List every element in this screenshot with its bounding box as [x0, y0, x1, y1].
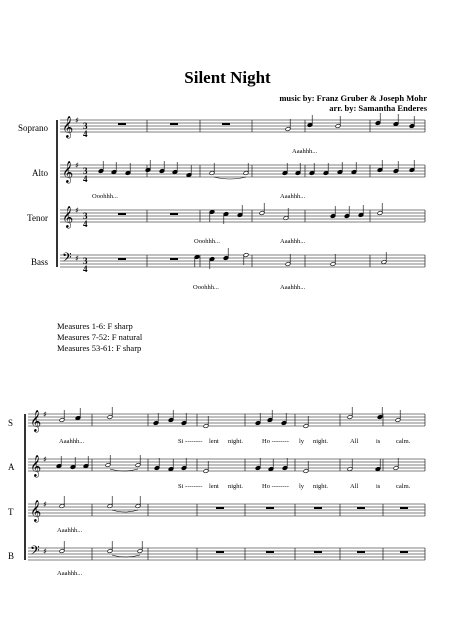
time-sig-bottom: 4	[83, 219, 88, 229]
whole-rest	[118, 123, 126, 125]
part-label-bass: Bass	[30, 257, 48, 267]
whole-rest	[314, 551, 322, 553]
lyric: Ho --------	[262, 483, 289, 490]
lyric: Aaahhh...	[292, 148, 318, 155]
key-signature-sharp: ♯	[75, 254, 79, 263]
lyric: Ooohhh...	[194, 238, 220, 245]
composer-credit: music by: Franz Gruber & Joseph Mohr	[279, 93, 427, 103]
lyric: Aaahhh...	[280, 193, 306, 200]
time-sig-bottom: 4	[83, 174, 88, 184]
part-label-alto: Alto	[31, 168, 48, 178]
whole-rest	[266, 507, 274, 509]
whole-rest	[222, 123, 230, 125]
part-label-soprano: Soprano	[18, 123, 48, 133]
treble-clef: 𝄞	[62, 116, 74, 138]
lyric: All	[350, 438, 359, 445]
lyric: Aaahhh...	[57, 570, 83, 577]
treble-clef: 𝄞	[30, 410, 42, 432]
treble-clef: 𝄞	[62, 161, 74, 183]
key-signature-sharp: ♯	[43, 547, 47, 556]
part-label-tenor: Tenor	[27, 213, 48, 223]
arranger-credit: arr. by: Samantha Enderes	[329, 103, 427, 113]
key-signature-sharp: ♯	[43, 410, 47, 419]
whole-rest	[400, 507, 408, 509]
bass-clef: 𝄢	[62, 250, 72, 268]
lyric: ly	[299, 438, 305, 445]
treble-clef: 𝄞	[30, 455, 42, 477]
time-sig-top: 3	[83, 256, 88, 266]
key-note: Measures 53-61: F sharp	[57, 343, 142, 353]
part-abbrev-soprano: S	[8, 418, 14, 428]
part-abbrev-alto: A	[8, 462, 15, 472]
lyric: Si --------	[178, 483, 203, 490]
whole-rest	[357, 507, 365, 509]
whole-rest	[118, 213, 126, 215]
lyric: Ooohhh...	[92, 193, 118, 200]
whole-rest	[216, 551, 224, 553]
time-sig-bottom: 4	[83, 264, 88, 274]
whole-rest	[357, 551, 365, 553]
key-signature-sharp: ♯	[75, 161, 79, 170]
lyric: Aaahhh...	[57, 527, 83, 534]
lyric: lent	[209, 483, 219, 490]
lyric: night.	[228, 438, 243, 445]
lyric: night.	[313, 438, 328, 445]
lyric: All	[350, 483, 359, 490]
key-signature-sharp: ♯	[75, 206, 79, 215]
key-note: Measures 1-6: F sharp	[57, 321, 133, 331]
time-sig-top: 3	[83, 166, 88, 176]
page-title: Silent Night	[184, 68, 271, 87]
lyric: is	[376, 483, 381, 490]
time-sig-bottom: 4	[83, 129, 88, 139]
part-abbrev-tenor: T	[8, 507, 14, 517]
key-signature-sharp: ♯	[43, 500, 47, 509]
lyric: Si --------	[178, 438, 203, 445]
lyric: night.	[313, 483, 328, 490]
lyric: is	[376, 438, 381, 445]
bass-clef: 𝄢	[30, 543, 40, 561]
lyric: Aaahhh...	[280, 284, 306, 291]
whole-rest	[170, 213, 178, 215]
key-signature-sharp: ♯	[75, 116, 79, 125]
lyric: Aaahhh...	[59, 438, 85, 445]
lyric: Ho --------	[262, 438, 289, 445]
lyric: ly	[299, 483, 305, 490]
lyric: Ooohhh...	[193, 284, 219, 291]
lyric: calm.	[396, 483, 411, 490]
whole-rest	[170, 258, 178, 260]
time-sig-top: 3	[83, 121, 88, 131]
whole-rest	[400, 551, 408, 553]
time-sig-top: 3	[83, 211, 88, 221]
lyric: calm.	[396, 438, 411, 445]
key-note: Measures 7-52: F natural	[57, 332, 143, 342]
lyric: Aaahhh...	[280, 238, 306, 245]
treble-clef: 𝄞	[62, 206, 74, 228]
whole-rest	[118, 258, 126, 260]
whole-rest	[170, 123, 178, 125]
part-abbrev-bass: B	[8, 551, 15, 561]
lyric: night.	[228, 483, 243, 490]
lyric: lent	[209, 438, 219, 445]
treble-clef: 𝄞	[30, 500, 42, 522]
whole-rest	[314, 507, 322, 509]
whole-rest	[266, 551, 274, 553]
key-signature-sharp: ♯	[43, 455, 47, 464]
whole-rest	[216, 507, 224, 509]
